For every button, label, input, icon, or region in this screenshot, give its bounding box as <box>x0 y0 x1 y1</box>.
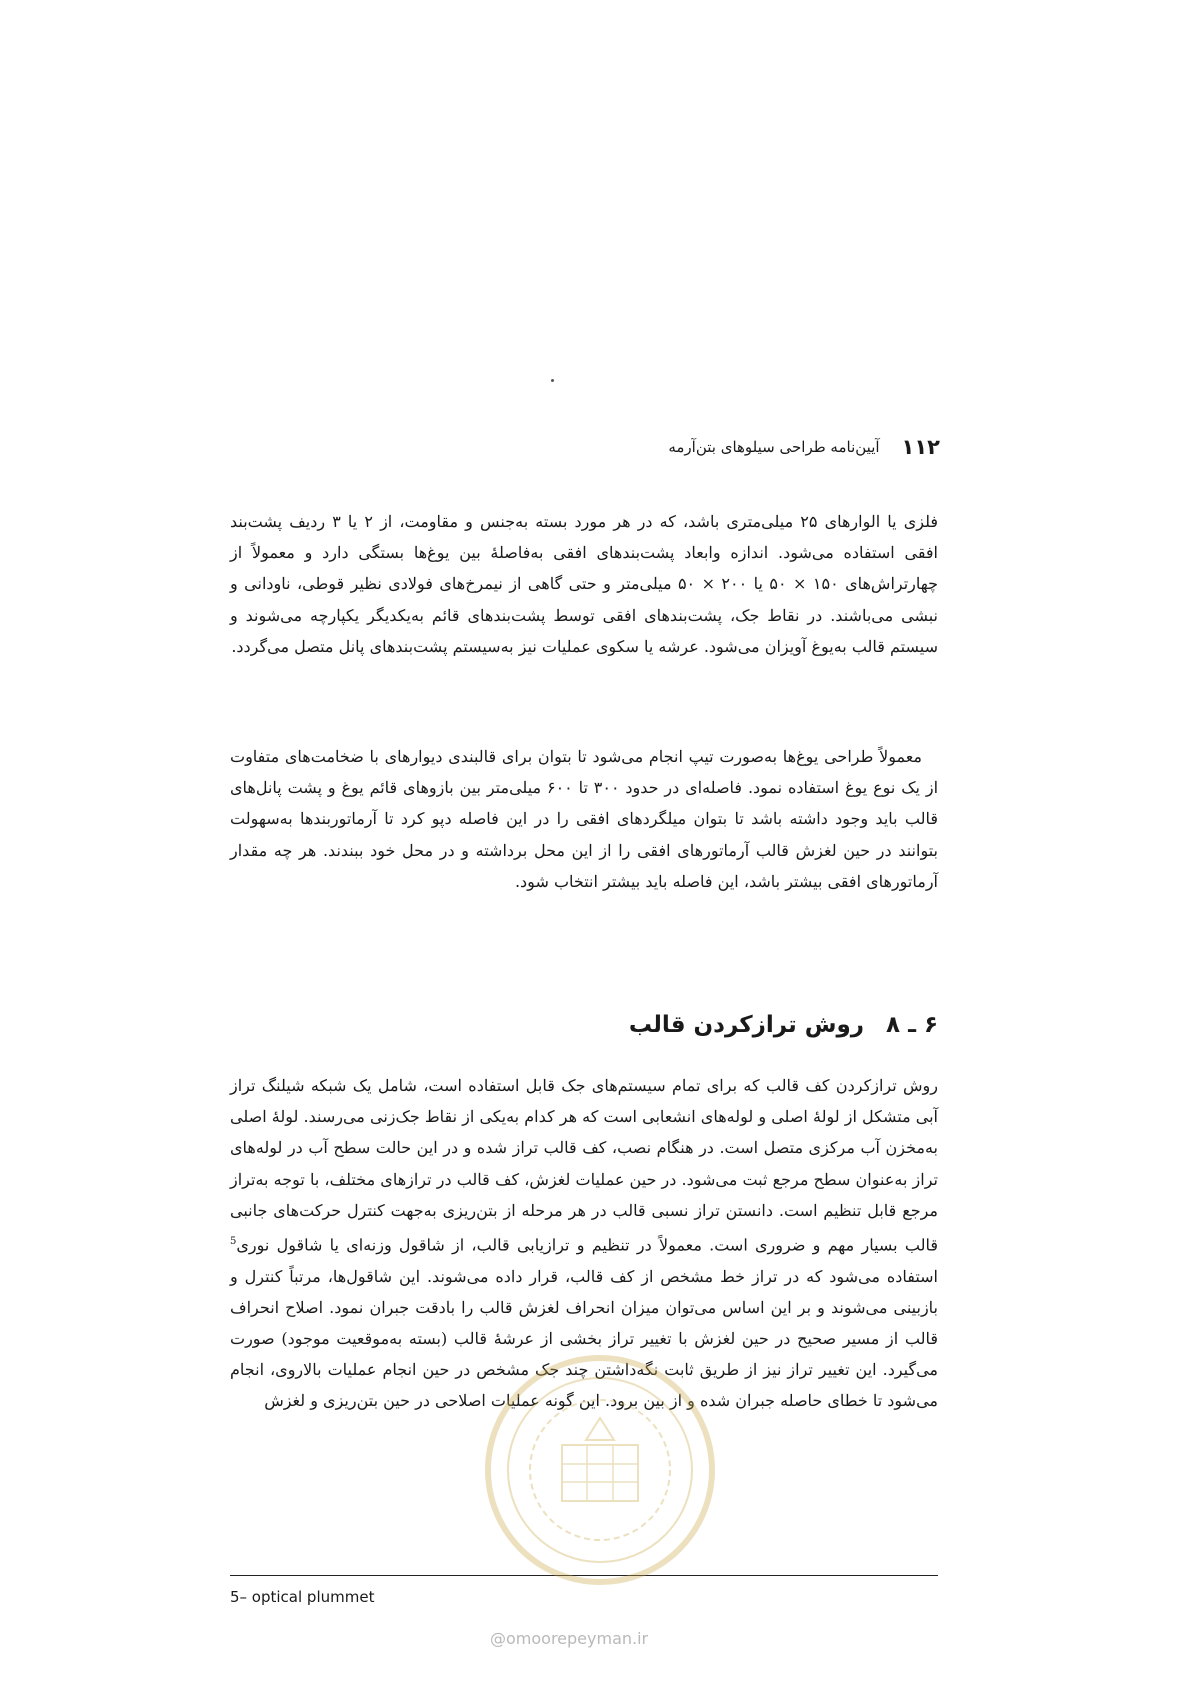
section-title: روش ترازکردن قالب <box>628 1012 864 1038</box>
footnote: 5– optical plummet <box>230 1588 375 1606</box>
body-paragraph-1: فلزی یا الوارهای ۲۵ میلی‌متری باشد، که در هر مورد بسته به‌جنس و مقاومت، از ۲ یا ۳ ردیف پشت‌بند افقی استفاده می‌شود. اندازه وابعاد پشت‌بندهای افقی به‌فاصلهٔ بین یوغ‌ها بستگی دارد و معمولاً از چهارتراش‌های ۱۵۰ × ۵۰ یا ۲۰۰ × ۵۰ میلی‌متر و حتی گاهی از نیمرخ‌های فولادی نظیر قوطی، ناودانی و نبشی می‌باشند. در نقاط جک، پشت‌بندهای افقی توسط پشت‌بندهای قائم به‌یکدیگر یکپارچه می‌شوند و سیستم قالب به‌یوغ آویزان می‌شود. عرشه یا سکوی عملیات نیز به‌سیستم پشت‌بندهای پانل متصل می‌گردد. <box>230 512 939 656</box>
body-paragraph-3 <box>230 1070 938 1417</box>
stray-mark <box>551 379 554 382</box>
page-number: ۱۱۲ <box>901 435 940 459</box>
running-head <box>620 432 940 462</box>
book-title: آیین‌نامه طراحی سیلوهای بتن‌آرمه <box>668 438 880 456</box>
paragraph-3-part-2: استفاده می‌شود که در تراز خط مشخص از کف قالب، قرار داده می‌شوند. این شاقول‌ها، مرتباً کنترل و بازبینی می‌شوند و بر این اساس می‌توان میزان انحراف لغزش قالب را بادقت جبران نمود. اصلاح انحراف قالب از مسیر صحیح در حین لغزش با تغییر تراز بخشی از عرشهٔ قالب (بسته به‌موقعیت موجود) صورت می‌گیرد. این تغییر تراز نیز از طریق ثابت نگه‌داشتن چند جک مشخص در حین انجام عملیات بالاروی، انجام می‌شود تا خطای حاصله جبران شده و از بین برود. این گونه عملیات اصلاحی در حین بتن‌ریزی و لغزش <box>230 1266 939 1411</box>
paragraph-3-part-1: روش ترازکردن کف قالب که برای تمام سیستم‌های جک قابل استفاده است، شامل یک شبکه شیلنگ تراز آبی متشکل از لولهٔ اصلی و لوله‌های انشعابی است که هر کدام به‌یکی از نقاط جک‌زنی می‌رسند. لولهٔ اصلی به‌مخزن آب مرکزی متصل است. در هنگام نصب، کف قالب تراز شده و در این حالت سطح آب در لوله‌های تراز به‌عنوان سطح مرجع ثبت می‌شود. در حین عملیات لغزش، کف قالب در ترازهای مختلف، با توجه به‌تراز مرجع قابل تنظیم است. دانستن تراز نسبی قالب در هر مرحله از بتن‌ریزی به‌جهت کنترل حرکت‌های جانبی قالب بسیار مهم و ضروری است. معمولاً در تنظیم و ترازیابی قالب، از شاقول وزنه‌ای یا شاقول نوری <box>230 1076 938 1255</box>
watermark-url: @omoorepeyman.ir <box>490 1629 649 1648</box>
section-number: ۶ ـ ۸ <box>886 1012 938 1038</box>
section-heading <box>560 1012 938 1038</box>
body-paragraph-2: معمولاً طراحی یوغ‌ها به‌صورت تیپ انجام می‌شود تا بتوان برای قالبندی دیوارهای با ضخامت‌های متفاوت از یک نوع یوغ استفاده نمود. فاصله‌ای در حدود ۳۰۰ تا ۶۰۰ میلی‌متر بین بازوهای قائم یوغ و پشت پانل‌های قالب باید وجود داشته باشد تا بتوان میلگردهای افقی را در این فاصله دپو کرد تا آرماتوربندها به‌سهولت بتوانند در حین لغزش قالب آرماتورهای افقی را از این محل برداشته و در محل خود ببندند. هر چه مقدار آرماتورهای افقی بیشتر باشد، این فاصله باید بیشتر انتخاب شود. <box>230 747 939 891</box>
footnote-marker: 5 <box>230 1236 237 1248</box>
footnote-divider <box>230 1575 938 1576</box>
